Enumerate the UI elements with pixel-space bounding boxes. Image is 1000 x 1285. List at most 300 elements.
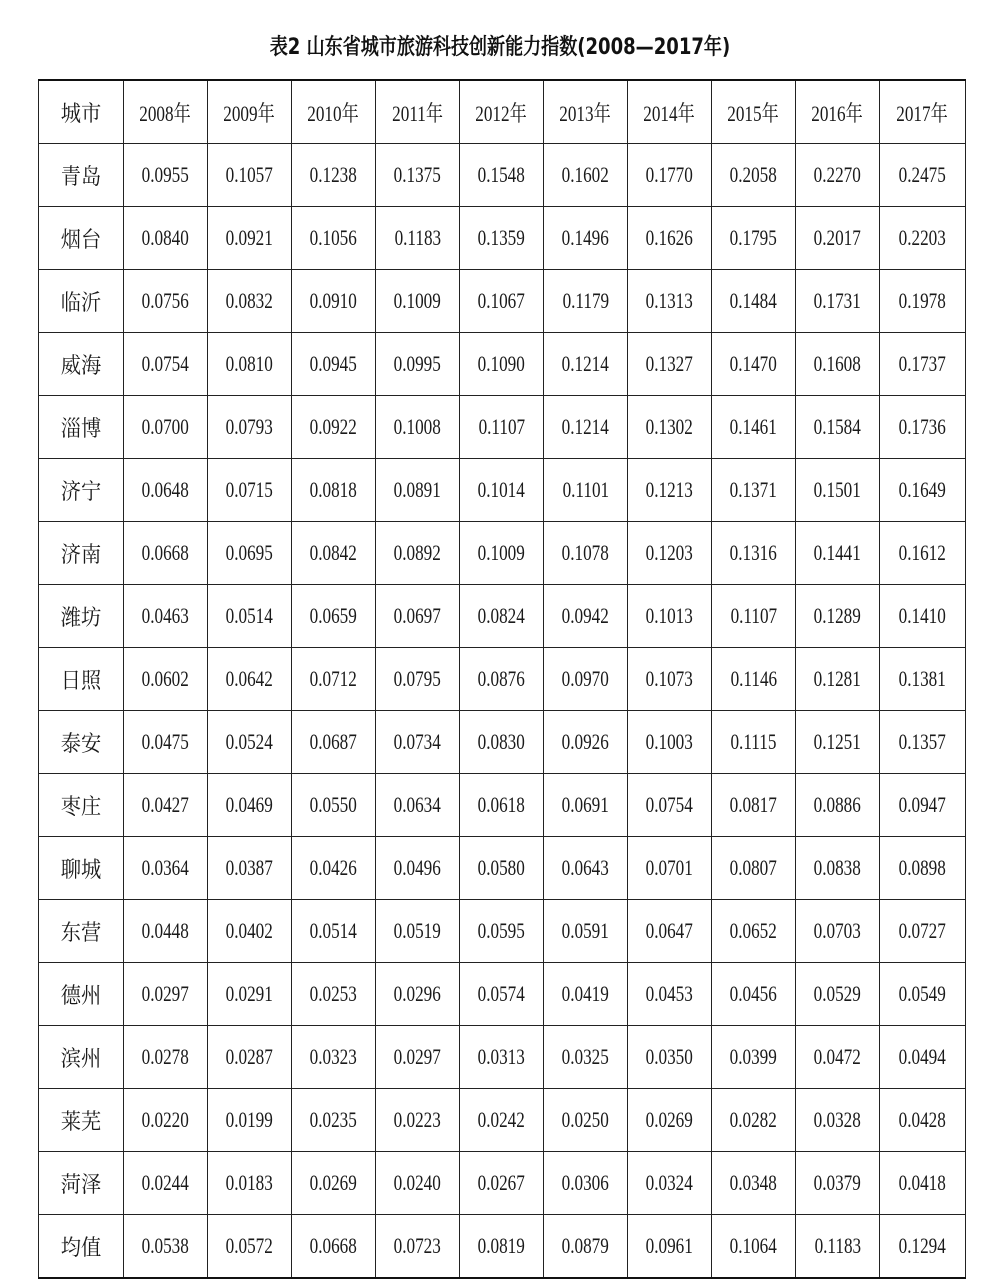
header-text: 2016年	[811, 100, 864, 126]
value-cell	[292, 963, 376, 1026]
city-cell	[39, 396, 124, 459]
value-cell	[376, 1215, 460, 1279]
header-cell	[460, 80, 544, 144]
city-cell	[39, 1152, 124, 1215]
index-value: 0.0961	[645, 1233, 694, 1258]
value-cell	[460, 711, 544, 774]
value-cell	[880, 270, 966, 333]
index-value: 0.0472	[813, 1044, 862, 1069]
index-value: 0.0652	[729, 918, 778, 943]
table-row	[39, 648, 966, 711]
index-value: 0.0832	[225, 288, 274, 313]
value-cell	[460, 333, 544, 396]
index-value: 0.0524	[225, 729, 274, 754]
value-cell	[796, 774, 880, 837]
index-value: 0.0595	[477, 918, 526, 943]
value-cell	[124, 963, 208, 1026]
value-cell	[544, 522, 628, 585]
value-cell	[628, 522, 712, 585]
index-value: 0.2270	[813, 162, 862, 187]
value-cell	[880, 1026, 966, 1089]
index-value: 0.1179	[562, 288, 609, 313]
index-value: 0.1381	[898, 666, 947, 691]
index-value: 0.0418	[898, 1170, 947, 1195]
value-cell	[208, 774, 292, 837]
table-row	[39, 837, 966, 900]
index-value: 0.0348	[729, 1170, 778, 1195]
value-cell	[124, 1152, 208, 1215]
value-cell	[208, 396, 292, 459]
value-cell	[208, 711, 292, 774]
value-cell	[376, 459, 460, 522]
city-name: 淄博	[60, 415, 102, 441]
value-cell	[628, 1152, 712, 1215]
city-cell	[39, 1215, 124, 1279]
index-value: 0.0892	[393, 540, 442, 565]
header-text: 2013年	[559, 100, 612, 126]
index-value: 0.0235	[309, 1107, 358, 1132]
city-name: 枣庄	[60, 793, 102, 819]
header-cell	[628, 80, 712, 144]
header-text: 2011年	[392, 100, 443, 126]
value-cell	[124, 711, 208, 774]
index-value: 0.0921	[225, 225, 274, 250]
value-cell	[376, 1026, 460, 1089]
value-cell	[712, 333, 796, 396]
index-value: 0.1289	[813, 603, 862, 628]
value-cell	[712, 396, 796, 459]
value-cell	[712, 900, 796, 963]
index-value: 0.0242	[477, 1107, 526, 1132]
index-value: 0.1302	[645, 414, 694, 439]
city-name: 济南	[60, 541, 102, 567]
index-value: 0.0519	[393, 918, 442, 943]
value-cell	[460, 837, 544, 900]
value-cell	[292, 1152, 376, 1215]
value-cell	[796, 1026, 880, 1089]
table-row	[39, 1089, 966, 1152]
value-cell	[460, 1089, 544, 1152]
value-cell	[124, 900, 208, 963]
index-value: 0.0426	[309, 855, 358, 880]
city-name: 菏泽	[60, 1171, 102, 1197]
value-cell	[544, 1026, 628, 1089]
value-cell	[292, 459, 376, 522]
city-name: 莱芜	[60, 1108, 102, 1134]
city-name: 临沂	[60, 289, 102, 315]
value-cell	[376, 207, 460, 270]
value-cell	[628, 1026, 712, 1089]
value-cell	[544, 144, 628, 207]
index-value: 0.0297	[141, 981, 190, 1006]
value-cell	[292, 1026, 376, 1089]
value-cell	[796, 711, 880, 774]
index-value: 0.1238	[309, 162, 358, 187]
value-cell	[124, 585, 208, 648]
city-cell	[39, 837, 124, 900]
city-name: 均值	[60, 1234, 102, 1260]
value-cell	[292, 396, 376, 459]
index-value: 0.1770	[645, 162, 694, 187]
value-cell	[628, 963, 712, 1026]
index-value: 0.1008	[393, 414, 442, 439]
value-cell	[460, 963, 544, 1026]
index-value: 0.0313	[477, 1044, 526, 1069]
value-cell	[460, 144, 544, 207]
index-value: 0.0550	[309, 792, 358, 817]
value-cell	[796, 585, 880, 648]
table-row	[39, 1152, 966, 1215]
index-value: 0.0668	[309, 1233, 358, 1258]
value-cell	[796, 522, 880, 585]
city-cell	[39, 648, 124, 711]
index-value: 0.0419	[561, 981, 610, 1006]
index-value: 0.1501	[813, 477, 862, 502]
index-value: 0.0879	[561, 1233, 610, 1258]
value-cell	[376, 522, 460, 585]
index-value: 0.1281	[813, 666, 862, 691]
table-row	[39, 774, 966, 837]
value-cell	[292, 522, 376, 585]
value-cell	[544, 963, 628, 1026]
index-value: 0.0795	[393, 666, 442, 691]
value-cell	[796, 270, 880, 333]
value-cell	[292, 1215, 376, 1279]
value-cell	[880, 585, 966, 648]
value-cell	[880, 837, 966, 900]
header-text: 2012年	[475, 100, 528, 126]
index-value: 0.0253	[309, 981, 358, 1006]
value-cell	[376, 1089, 460, 1152]
value-cell	[712, 1026, 796, 1089]
value-cell	[292, 333, 376, 396]
city-cell	[39, 207, 124, 270]
value-cell	[796, 1152, 880, 1215]
value-cell	[880, 1215, 966, 1279]
city-cell	[39, 333, 124, 396]
index-value: 0.0659	[309, 603, 358, 628]
value-cell	[796, 1089, 880, 1152]
index-value: 0.0647	[645, 918, 694, 943]
value-cell	[544, 459, 628, 522]
city-name: 日照	[60, 667, 102, 693]
index-value: 0.0819	[477, 1233, 526, 1258]
header-text: 2010年	[307, 100, 360, 126]
table-row	[39, 963, 966, 1026]
value-cell	[712, 837, 796, 900]
city-name: 德州	[60, 982, 102, 1008]
value-cell	[880, 963, 966, 1026]
value-cell	[628, 900, 712, 963]
index-value: 0.0910	[309, 288, 358, 313]
index-value: 0.0427	[141, 792, 190, 817]
index-value: 0.0642	[225, 666, 274, 691]
index-value: 0.1009	[393, 288, 442, 313]
index-value: 0.0840	[141, 225, 190, 250]
index-value: 0.1649	[898, 477, 947, 502]
index-value: 0.2203	[898, 225, 947, 250]
index-value: 0.1359	[477, 225, 526, 250]
value-cell	[208, 585, 292, 648]
index-value: 0.0955	[141, 162, 190, 187]
value-cell	[880, 648, 966, 711]
header-cell	[544, 80, 628, 144]
index-value: 0.0269	[309, 1170, 358, 1195]
value-cell	[124, 396, 208, 459]
value-cell	[544, 207, 628, 270]
index-value: 0.1251	[813, 729, 862, 754]
value-cell	[880, 1152, 966, 1215]
index-value: 0.0269	[645, 1107, 694, 1132]
index-value: 0.0514	[309, 918, 358, 943]
value-cell	[376, 963, 460, 1026]
index-value: 0.0602	[141, 666, 190, 691]
index-value: 0.1073	[645, 666, 694, 691]
index-value: 0.0350	[645, 1044, 694, 1069]
city-cell	[39, 459, 124, 522]
table-body	[39, 80, 966, 1278]
index-value: 0.1375	[393, 162, 442, 187]
value-cell	[628, 144, 712, 207]
index-value: 0.0756	[141, 288, 190, 313]
index-value: 0.0818	[309, 477, 358, 502]
index-value: 0.0970	[561, 666, 610, 691]
index-value: 0.0810	[225, 351, 274, 376]
value-cell	[208, 522, 292, 585]
city-name: 滨州	[60, 1045, 102, 1071]
value-cell	[880, 522, 966, 585]
index-value: 0.1313	[645, 288, 694, 313]
value-cell	[292, 1089, 376, 1152]
index-value: 0.0876	[477, 666, 526, 691]
index-value: 0.1203	[645, 540, 694, 565]
value-cell	[628, 774, 712, 837]
header-cell	[376, 80, 460, 144]
index-value: 0.0926	[561, 729, 610, 754]
index-value: 0.0448	[141, 918, 190, 943]
value-cell	[124, 1215, 208, 1279]
index-value: 0.0223	[393, 1107, 442, 1132]
value-cell	[880, 459, 966, 522]
table-row	[39, 585, 966, 648]
index-value: 0.0807	[729, 855, 778, 880]
index-value: 0.0220	[141, 1107, 190, 1132]
value-cell	[124, 648, 208, 711]
header-cell	[796, 80, 880, 144]
value-cell	[208, 1152, 292, 1215]
index-value: 0.1357	[898, 729, 947, 754]
index-value: 0.1107	[478, 414, 525, 439]
index-value: 0.0364	[141, 855, 190, 880]
city-name: 东营	[60, 919, 102, 945]
index-value: 0.0648	[141, 477, 190, 502]
index-value: 0.1101	[562, 477, 609, 502]
value-cell	[376, 585, 460, 648]
index-value: 0.0297	[393, 1044, 442, 1069]
index-value: 0.1441	[813, 540, 862, 565]
index-value: 0.0942	[561, 603, 610, 628]
value-cell	[124, 333, 208, 396]
value-cell	[124, 1026, 208, 1089]
value-cell	[712, 585, 796, 648]
index-value: 0.0886	[813, 792, 862, 817]
index-value: 0.0399	[729, 1044, 778, 1069]
table-header-row	[39, 80, 966, 144]
value-cell	[460, 270, 544, 333]
value-cell	[628, 396, 712, 459]
index-value: 0.1602	[561, 162, 610, 187]
index-value: 0.1090	[477, 351, 526, 376]
value-cell	[376, 396, 460, 459]
header-cell	[124, 80, 208, 144]
value-cell	[124, 1089, 208, 1152]
index-value: 0.0496	[393, 855, 442, 880]
value-cell	[292, 585, 376, 648]
index-value: 0.1410	[898, 603, 947, 628]
value-cell	[628, 648, 712, 711]
city-name: 泰安	[60, 730, 102, 756]
table-row	[39, 900, 966, 963]
value-cell	[208, 144, 292, 207]
value-cell	[544, 711, 628, 774]
index-value: 0.1470	[729, 351, 778, 376]
value-cell	[628, 1089, 712, 1152]
index-value: 0.0549	[898, 981, 947, 1006]
index-value: 0.1146	[730, 666, 777, 691]
index-value: 0.1737	[898, 351, 947, 376]
city-cell	[39, 963, 124, 1026]
value-cell	[796, 837, 880, 900]
header-text: 2014年	[643, 100, 696, 126]
index-value: 0.0514	[225, 603, 274, 628]
index-value: 0.0712	[309, 666, 358, 691]
value-cell	[544, 1089, 628, 1152]
index-value: 0.0244	[141, 1170, 190, 1195]
value-cell	[460, 585, 544, 648]
value-cell	[376, 837, 460, 900]
index-value: 0.1078	[561, 540, 610, 565]
value-cell	[712, 207, 796, 270]
index-value: 0.1013	[645, 603, 694, 628]
index-value: 0.0183	[225, 1170, 274, 1195]
city-cell	[39, 522, 124, 585]
index-value: 0.0572	[225, 1233, 274, 1258]
index-value: 0.1548	[477, 162, 526, 187]
value-cell	[292, 711, 376, 774]
header-cell	[292, 80, 376, 144]
value-cell	[292, 900, 376, 963]
index-value: 0.0494	[898, 1044, 947, 1069]
value-cell	[544, 837, 628, 900]
index-value: 0.0701	[645, 855, 694, 880]
value-cell	[544, 774, 628, 837]
value-cell	[376, 900, 460, 963]
header-text: 2015年	[727, 100, 780, 126]
value-cell	[292, 837, 376, 900]
city-cell	[39, 270, 124, 333]
value-cell	[208, 648, 292, 711]
value-cell	[628, 207, 712, 270]
value-cell	[712, 711, 796, 774]
value-cell	[208, 1215, 292, 1279]
index-value: 0.1731	[813, 288, 862, 313]
value-cell	[460, 522, 544, 585]
value-cell	[880, 900, 966, 963]
value-cell	[124, 459, 208, 522]
index-value: 0.0838	[813, 855, 862, 880]
value-cell	[208, 270, 292, 333]
index-value: 0.0296	[393, 981, 442, 1006]
header-cell	[39, 80, 124, 144]
value-cell	[208, 333, 292, 396]
value-cell	[460, 396, 544, 459]
index-value: 0.0723	[393, 1233, 442, 1258]
index-value: 0.0695	[225, 540, 274, 565]
index-value: 0.0574	[477, 981, 526, 1006]
city-name: 威海	[60, 352, 102, 378]
city-cell	[39, 144, 124, 207]
index-value: 0.1009	[477, 540, 526, 565]
city-cell	[39, 774, 124, 837]
table-row	[39, 1026, 966, 1089]
index-value: 0.0387	[225, 855, 274, 880]
index-value: 0.1461	[729, 414, 778, 439]
value-cell	[544, 270, 628, 333]
data-table	[38, 79, 966, 1279]
value-cell	[796, 144, 880, 207]
header-text: 2017年	[896, 100, 949, 126]
value-cell	[628, 711, 712, 774]
index-value: 0.0700	[141, 414, 190, 439]
index-value: 0.0453	[645, 981, 694, 1006]
value-cell	[460, 207, 544, 270]
index-value: 0.1115	[730, 729, 777, 754]
header-cell	[712, 80, 796, 144]
value-cell	[796, 900, 880, 963]
index-value: 0.1107	[730, 603, 777, 628]
city-cell	[39, 900, 124, 963]
index-value: 0.2017	[813, 225, 862, 250]
index-value: 0.1014	[477, 477, 526, 502]
value-cell	[208, 207, 292, 270]
index-value: 0.0328	[813, 1107, 862, 1132]
index-value: 0.0538	[141, 1233, 190, 1258]
index-value: 0.0703	[813, 918, 862, 943]
value-cell	[712, 1089, 796, 1152]
index-value: 0.0287	[225, 1044, 274, 1069]
index-value: 0.0754	[645, 792, 694, 817]
value-cell	[376, 144, 460, 207]
index-value: 0.0428	[898, 1107, 947, 1132]
value-cell	[712, 774, 796, 837]
value-cell	[292, 270, 376, 333]
value-cell	[124, 207, 208, 270]
value-cell	[712, 1215, 796, 1279]
value-cell	[544, 648, 628, 711]
index-value: 0.1003	[645, 729, 694, 754]
index-value: 0.0529	[813, 981, 862, 1006]
value-cell	[796, 459, 880, 522]
table-row	[39, 270, 966, 333]
index-value: 0.0306	[561, 1170, 610, 1195]
value-cell	[376, 774, 460, 837]
index-value: 0.0891	[393, 477, 442, 502]
index-value: 0.0830	[477, 729, 526, 754]
index-value: 0.1214	[561, 414, 610, 439]
index-value: 0.1978	[898, 288, 947, 313]
index-value: 0.0199	[225, 1107, 274, 1132]
index-value: 0.0591	[561, 918, 610, 943]
